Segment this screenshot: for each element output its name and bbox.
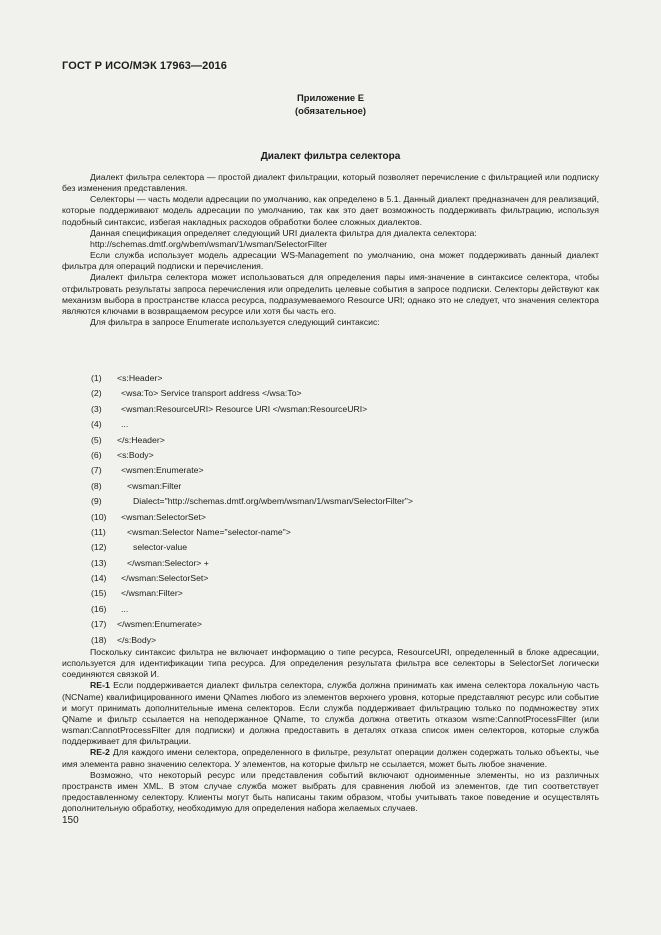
uri-line: http://schemas.dmtf.org/wbem/wsman/1/wsman/SelectorFilter bbox=[90, 238, 328, 249]
code-line bbox=[91, 527, 571, 542]
code-line bbox=[91, 450, 571, 465]
code-line-text: <s:Header> bbox=[117, 373, 163, 383]
code-line-text: selector-value bbox=[133, 542, 188, 553]
paragraph: Если служба использует модель адресации WS-Management по умолчанию, она может поддерживать данный диалект фильтра для операций подписки и перечисления. bbox=[62, 250, 599, 272]
code-line bbox=[91, 373, 571, 388]
code-line-text: <wsa:To> Service transport address </wsa:To> bbox=[121, 388, 302, 399]
page-number: 150 bbox=[62, 815, 79, 826]
requirement-re1 bbox=[62, 680, 599, 747]
code-line-text: <wsmen:Enumerate> bbox=[121, 465, 204, 476]
code-line-number: (13) bbox=[91, 557, 107, 568]
code-listing bbox=[91, 373, 571, 650]
paragraph: Данная спецификация определяет следующий URI диалекта фильтра для диалекта селектора: bbox=[90, 227, 477, 238]
code-line bbox=[91, 619, 571, 634]
code-line-text: </wsman:Filter> bbox=[121, 588, 183, 599]
section-title: Диалект фильтра селектора bbox=[260, 151, 401, 162]
code-line bbox=[91, 481, 571, 496]
requirement-text: Для каждого имени селектора, определенного в фильтре, результат операции должен содержать только объекты, чье имя элемента равно значению селектора. У элементов, на которые фильтр не ссылается, может быть любое значение. bbox=[62, 747, 599, 769]
code-line bbox=[91, 512, 571, 527]
code-line-number: (3) bbox=[91, 403, 102, 414]
paragraph: Для фильтра в запросе Enumerate используется следующий синтаксис: bbox=[90, 317, 380, 328]
code-line bbox=[91, 604, 571, 619]
code-line-text: ... bbox=[121, 603, 129, 614]
code-line-number: (14) bbox=[91, 573, 107, 584]
code-line-number: (10) bbox=[91, 511, 107, 522]
code-line-text: ... bbox=[121, 419, 129, 430]
code-line bbox=[91, 588, 571, 603]
code-line-number: (16) bbox=[91, 603, 107, 614]
code-line-text: <wsman:ResourceURI> Resource URI </wsman:ResourceURI> bbox=[121, 403, 368, 414]
requirement-re2 bbox=[62, 747, 599, 769]
code-line bbox=[91, 435, 571, 450]
code-line-number: (7) bbox=[91, 465, 102, 476]
code-line-number: (12) bbox=[91, 542, 107, 553]
paragraph: Поскольку синтаксис фильтра не включает информацию о типе ресурса, ResourceURI, определенный в блоке адресации, используется для идентификации типа ресурса. Для определения результата фильтра все селекторы в SelectorSet логически соединяются связкой И. bbox=[62, 647, 599, 680]
code-line-text: </wsman:Selector> + bbox=[127, 557, 209, 568]
intro-text bbox=[62, 172, 599, 328]
code-line-number: (15) bbox=[91, 588, 107, 599]
paragraph: Диалект фильтра селектора может использоваться для определения пары имя-значение в синтаксисе селектора, чтобы отфильтровать результаты запроса перечисления или определить целевые события в запросе подписки. Селекторы действуют как механизм выбора в пространстве класса ресурса, подразумеваемого Resource URI; однако это не следует, что значения селектора являются ключами в возвращаемом ресурсе или хотя бы часть его. bbox=[62, 272, 599, 316]
code-line-number: (1) bbox=[91, 373, 102, 383]
paragraph: Возможно, что некоторый ресурс или представления событий включают одноименные элементы, но из различных пространств имен XML. В этом случае служба может выбрать для сравнения любой из элементов, где тип соответствует предоставленному селектору. Клиенты могут быть написаны таким образом, чтобы учитывать такое поведение и осуществлять дополнительную обработку, необходимую для определения набора желаемых случаев. bbox=[62, 769, 599, 814]
paragraph: Селекторы — часть модели адресации по умолчанию, как определено в 5.1. Данный диалект предназначен для реализаций, которые поддерживают модель адресации по умолчанию, так как это дает возможность поддерживать фильтрацию, используя подобный синтаксис, избегая накладных расходов обработки более сложных диалектов. bbox=[62, 194, 599, 227]
standard-header: ГОСТ Р ИСО/МЭК 17963—2016 bbox=[62, 60, 227, 72]
code-line-number: (9) bbox=[91, 496, 102, 507]
code-line bbox=[91, 465, 571, 480]
code-line-number: (4) bbox=[91, 419, 102, 430]
code-line-text: Dialect="http://schemas.dmtf.org/wbem/wsman/1/wsman/SelectorFilter"> bbox=[133, 496, 413, 507]
code-line-text: </s:Header> bbox=[117, 434, 165, 445]
appendix-title: Приложение Е bbox=[297, 92, 364, 103]
outro-text bbox=[62, 647, 599, 814]
code-line bbox=[91, 404, 571, 419]
appendix-status: (обязательное) bbox=[295, 105, 366, 116]
code-line bbox=[91, 573, 571, 588]
code-line bbox=[91, 419, 571, 434]
code-line-number: (6) bbox=[91, 449, 102, 460]
code-line-number: (17) bbox=[91, 619, 107, 630]
code-line-number: (11) bbox=[91, 526, 106, 537]
requirement-label: RE-2 bbox=[90, 747, 110, 758]
paragraph: Диалект фильтра селектора — простой диалект фильтрации, который позволяет перечисление с фильтрацией или подписку без изменения представления. bbox=[62, 172, 599, 194]
code-line bbox=[91, 558, 571, 573]
code-line-text: </wsman:SelectorSet> bbox=[121, 573, 209, 584]
code-line-text: </wsmen:Enumerate> bbox=[117, 619, 202, 630]
code-line-number: (2) bbox=[91, 388, 102, 399]
code-line-number: (8) bbox=[91, 480, 102, 491]
code-line-text: <s:Body> bbox=[117, 449, 154, 460]
code-line-text: <wsman:SelectorSet> bbox=[121, 511, 206, 522]
code-line bbox=[91, 388, 571, 403]
requirement-text: Если поддерживается диалект фильтра селектора, служба должна принимать как имена селектора локальную часть (NCName) квалифицированного имени QNames любого из элементов верхнего уровня, которые представляют ресурс или событие и могут принимать дополнительные имена селекторов. Если служба поддерживает фильтрацию только по подмножеству этих QName и фильтр ссылается на неподержанное QName, то служба должна ответить отказом wsme:CannotProcessFilter (или wsman:CannotProcessFilter для подписки) и должна предоставить в деталях отказа список имен селекторов, которые служба поддерживает для фильтрации. bbox=[62, 680, 599, 747]
code-line bbox=[91, 496, 571, 511]
code-line-text: <wsman:Filter bbox=[127, 480, 182, 491]
code-line-number: (5) bbox=[91, 434, 102, 445]
requirement-label: RE-1 bbox=[90, 680, 110, 691]
code-line bbox=[91, 542, 571, 557]
code-line-text: <wsman:Selector Name="selector-name"> bbox=[127, 526, 291, 537]
code-line-number: (18) bbox=[91, 634, 107, 645]
code-line-text: </s:Body> bbox=[117, 634, 157, 645]
